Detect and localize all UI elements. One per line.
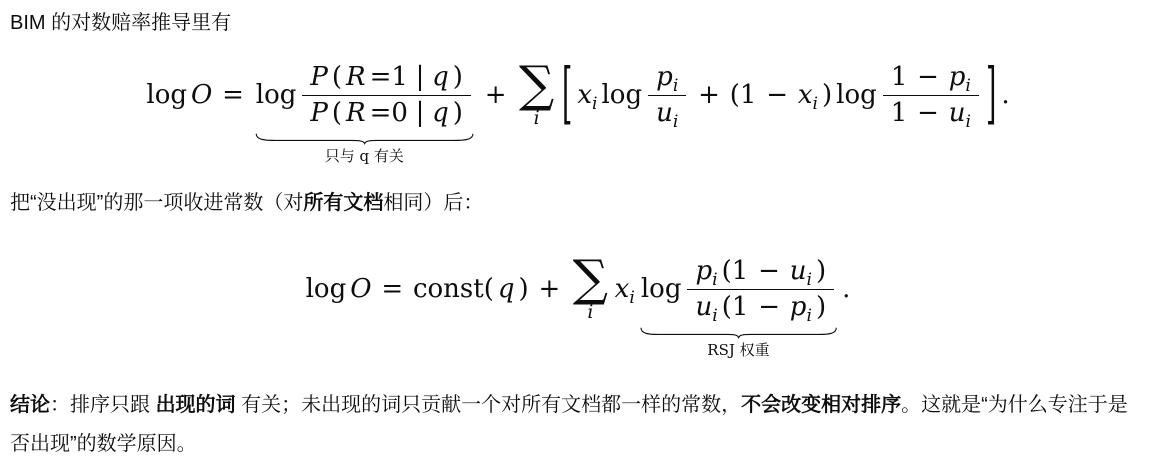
bold-text: 所有文档 (303, 192, 384, 214)
bold-text: 出现的词 (155, 394, 236, 416)
underbrace-label: 只与 q 有关 (324, 147, 404, 165)
operator: = (381, 273, 404, 304)
variable: p (789, 291, 807, 322)
math-token: R (346, 97, 366, 128)
summation (519, 55, 555, 130)
operator: − (766, 79, 789, 110)
math-token: ) (815, 291, 827, 322)
math-token: log (255, 79, 297, 110)
fraction (687, 254, 834, 324)
subscripted-variable (695, 291, 717, 324)
text: ：排序只跟 (50, 394, 156, 416)
subscripted-variable (656, 61, 679, 97)
subscripted-variable (695, 255, 718, 291)
text: 把“没出现”的那一项收进常数（对 (10, 192, 304, 214)
subscript: i (712, 305, 718, 326)
subscript: i (812, 93, 818, 114)
underbrace-content (254, 60, 475, 130)
math-token: q (432, 62, 449, 92)
fraction (883, 60, 979, 130)
bracket: ] (985, 56, 997, 134)
text: 。这就是“为什么专注于是否出现”的数学原因。 (10, 394, 1128, 455)
math-token: (1 (721, 291, 749, 322)
summation-index: i (533, 108, 540, 130)
math-token: . (1001, 79, 1010, 110)
math-token: ) (815, 256, 827, 286)
text: 相同）后： (383, 192, 484, 214)
underbrace-group (639, 254, 838, 359)
math-token: ) (822, 79, 833, 110)
operator: + (698, 79, 720, 110)
intro-paragraph: BIM 的对数赔率推导里有 (10, 12, 232, 34)
numerator (883, 60, 979, 95)
math-token: q (432, 97, 449, 128)
math-token: P (310, 62, 328, 92)
subscripted-variable (790, 291, 812, 324)
math-token: const( (412, 273, 494, 304)
operator: = (222, 79, 244, 110)
subscript: i (806, 270, 812, 291)
sigma-symbol: ∑ (572, 249, 608, 308)
subscript: i (672, 111, 679, 132)
math-token: ) (452, 62, 463, 92)
math-token: ( (331, 97, 343, 128)
denominator (648, 95, 686, 131)
subscript: i (672, 76, 679, 97)
operator: − (917, 97, 939, 128)
subscripted-variable (577, 79, 597, 112)
underbrace-content (639, 254, 838, 324)
variable: p (656, 62, 673, 92)
math-token: log (146, 79, 188, 110)
text: 有关；未出现的词只贡献一个对所有文档都一样的常数， (235, 394, 742, 416)
subscripted-variable (948, 61, 971, 97)
math-token: (1 (729, 79, 757, 110)
subscript: i (712, 270, 718, 291)
math-token: P (310, 97, 328, 128)
math-token: | (415, 62, 425, 92)
formula-bim-log-odds (10, 55, 1146, 165)
denominator (302, 95, 471, 131)
subscript: i (965, 111, 971, 132)
variable: x (614, 273, 630, 304)
subscripted-variable (789, 255, 812, 291)
math-token: =0 (369, 97, 408, 128)
subscripted-variable (615, 273, 635, 306)
summation-index: i (587, 302, 594, 324)
fraction (302, 60, 471, 130)
subscript: i (629, 287, 635, 308)
conclusion-paragraph (10, 386, 1146, 464)
subscript: i (591, 93, 598, 114)
subscripted-variable (656, 97, 678, 130)
math-token: =1 (369, 62, 408, 92)
variable: u (948, 97, 966, 128)
variable: u (656, 97, 673, 128)
math-token: (1 (721, 256, 749, 286)
math-token: ) (518, 273, 529, 304)
math-token: 1 (890, 97, 908, 128)
math-token: O (350, 273, 372, 304)
operator: − (758, 256, 780, 286)
denominator (687, 289, 834, 325)
math-token: R (346, 62, 366, 92)
numerator (648, 60, 686, 95)
underbrace-icon (254, 133, 475, 144)
math-token: ) (452, 97, 463, 128)
operator: − (917, 62, 939, 92)
subscripted-variable (798, 79, 818, 112)
bold-text: 不会改变相对排序 (741, 394, 902, 416)
math-token: q (497, 273, 515, 304)
variable: u (789, 256, 807, 286)
operator: + (484, 79, 507, 110)
variable: x (797, 79, 813, 110)
math-token: | (415, 97, 425, 128)
operator: + (538, 273, 561, 304)
subscripted-variable (949, 97, 971, 130)
math-token: . (842, 273, 851, 304)
math-token: log (836, 79, 877, 110)
math-token: log (640, 273, 682, 304)
denominator (883, 95, 979, 131)
variable: u (695, 291, 713, 322)
math-token: log (305, 273, 347, 304)
underbrace-label: RSJ 权重 (707, 341, 770, 359)
subscript: i (806, 305, 812, 326)
math-token: ( (331, 62, 343, 92)
variable: x (577, 79, 592, 110)
underbrace-group (254, 60, 475, 165)
math-token: log (601, 79, 643, 110)
numerator (687, 254, 834, 289)
bold-text: 结论 (10, 394, 50, 416)
math-token: 1 (890, 62, 908, 92)
variable: p (695, 256, 713, 286)
variable: p (948, 62, 966, 92)
middle-paragraph (10, 188, 1146, 218)
formula-rsj-weight (10, 249, 1146, 359)
sigma-symbol: ∑ (519, 55, 555, 114)
bracket: [ (561, 56, 573, 134)
operator: − (758, 291, 780, 322)
fraction (648, 60, 686, 130)
underbrace-icon (639, 327, 838, 338)
subscript: i (965, 76, 971, 97)
math-token: O (191, 79, 213, 110)
numerator (302, 60, 471, 95)
summation (572, 249, 608, 324)
